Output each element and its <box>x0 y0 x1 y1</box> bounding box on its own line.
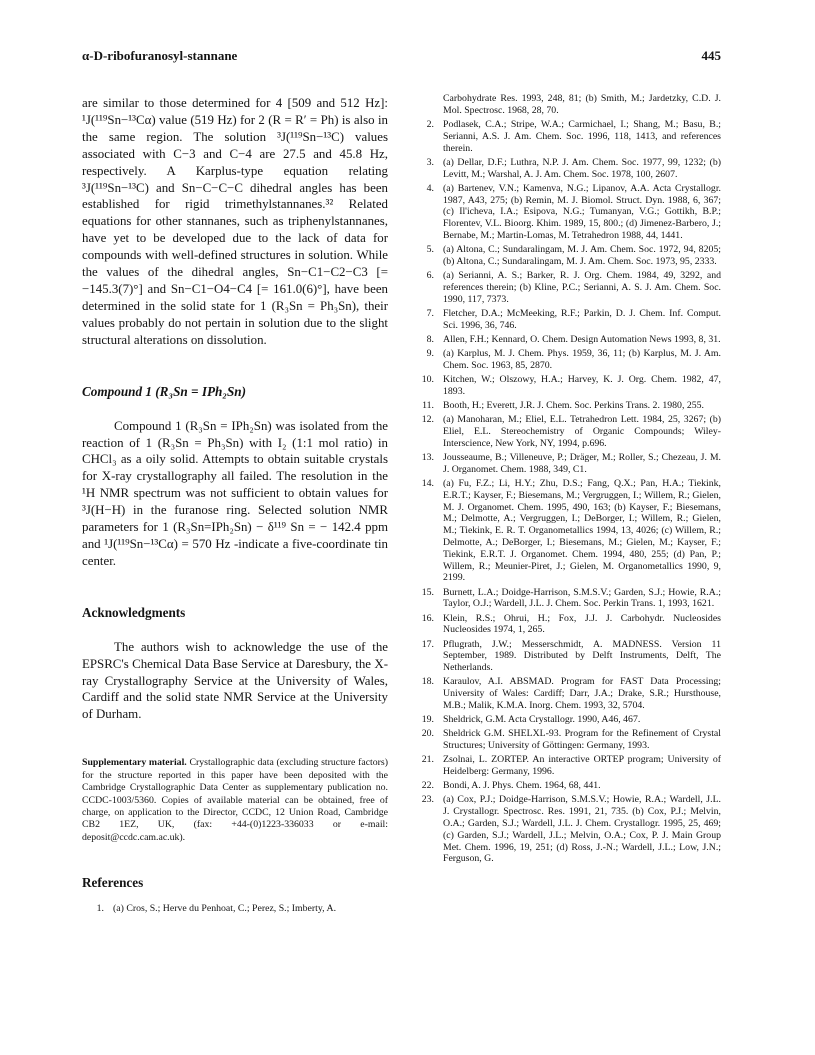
supplementary-material <box>82 757 388 844</box>
reference-text: Booth, H.; Everett, J.R. J. Chem. Soc. Perkins Trans. 2. 1980, 255. <box>443 400 704 412</box>
reference-number: 16. <box>421 612 434 624</box>
reference-text: (a) Bartenev, V.N.; Kamenva, N.G.; Lipanov, A.A. Acta Crystallogr. 1987, A43, 275; (b) Remin, M. J. Biomol. Struct. Dyn. 1988, 6, 367; (c) Il'icheva, I.A.; Esipova, N.G.; Tumanyan, V.G.; Gottikh, B.P.; Florentev, V.L. Bioorg. Khim. 1989, 15, 800.; (d) Jimenez-Barbero, J.; Bernabe, M.; Martin-Lomas, M. Tetrahedron 1988, 44, 1441. <box>443 182 721 241</box>
reference-item <box>412 676 721 711</box>
reference-text: Klein, R.S.; Ohrui, H.; Fox, J.J. J. Carbohydr. Nucleosides Nucleosides 1974, 1, 265. <box>443 612 721 636</box>
reference-number: 23. <box>421 794 434 806</box>
reference-item <box>412 780 721 792</box>
reference-item <box>412 613 721 637</box>
reference-text: (a) Cox, P.J.; Doidge-Harrison, S.M.S.V.; Howie, R.A.; Wardell, J.L. J. Crystallogr. Spectrosc. Res. 1991, 21, 735. (b) Cox, P.J.; Melvin, O.A.; Garden, S.J.; Wardell, J.L. J. Chem. Crystallogr. 1995, 25, 469; (c) Garden, S.J.; Wardell, J.L.; Melvin, O.A.; Cox, P. J. Main Group Met. Chem. 1996, 19, 251; (d) Ross, J.-N.; Wardell, J.L.; Low, J.N.; Ferguson, G. <box>443 794 721 865</box>
running-head: α-D-ribofuranosyl-stannane <box>82 48 238 63</box>
reference-number: 10. <box>421 374 434 386</box>
reference-continuation: Carbohydrate Res. 1993, 248, 81; (b) Smith, M.; Jardetzky, C.D. J. Mol. Spectrosc. 1968, 28, 70. <box>443 93 721 116</box>
reference-item <box>412 587 721 611</box>
reference-number: 14. <box>421 477 434 489</box>
supplementary-text: Crystallographic data (excluding structure factors) for the structure reported in this paper have been deposited with the Cambridge Crystallographic Data Center as supplementary publication no. CCDC-1003/5360. Copies of available material can be obtained, free of charge, on application to the Director, CCDC, 12 Union Road, Cambridge CB2 1EZ, UK, (fax: +44-(0)1223-336033 or e-mail: deposit@ccdc.cam.ac.uk). <box>82 757 388 843</box>
reference-item <box>412 728 721 752</box>
reference-number: 9. <box>426 348 434 360</box>
reference-item <box>412 183 721 242</box>
reference-item <box>82 903 388 915</box>
reference-item <box>412 452 721 476</box>
reference-number: 21. <box>421 754 434 766</box>
compound-section-heading: Compound 1 (R₃Sn = IPh₂Sn) <box>82 383 247 399</box>
reference-text: (a) Serianni, A. S.; Barker, R. J. Org. Chem. 1984, 49, 3292, and references therein; (b) Kline, P.C.; Serianni, A. S. J. Am. Chem. Soc. 1990, 117, 7373. <box>443 270 721 305</box>
page-header <box>82 48 721 68</box>
reference-number: 5. <box>426 244 434 256</box>
reference-item <box>412 157 721 181</box>
reference-item <box>412 714 721 726</box>
reference-item <box>412 348 721 372</box>
reference-item <box>412 119 721 154</box>
reference-text: Podlasek, C.A.; Stripe, W.A.; Carmichael, I.; Shang, M.; Basu, B.; Serianni, A.S. J. Am. Chem. Soc. 1996, 118, 1413, and references therein. <box>443 118 721 154</box>
acknowledgments-heading: Acknowledgments <box>82 604 186 620</box>
reference-text: (a) Altona, C.; Sundaralingam, M. J. Am. Chem. Soc. 1972, 94, 8205; (b) Altona, C.; Sundaralingam, M. J. Am. Chem. Soc. 1973, 95, 2333. <box>443 244 721 267</box>
acknowledgments-paragraph: The authors wish to acknowledge the use of the EPSRC's Chemical Data Base Service at Daresbury, the X-ray Crystallography Service at the University of Wales, Cardiff and the solid state NMR Service at the University of Durham. <box>82 639 388 722</box>
page-number: 445 <box>701 48 721 63</box>
left-column <box>82 95 388 917</box>
right-column <box>412 93 721 868</box>
reference-item <box>412 400 721 412</box>
reference-item <box>412 414 721 449</box>
reference-list <box>412 119 721 865</box>
reference-item <box>412 639 721 674</box>
reference-text: (a) Dellar, D.F.; Luthra, N.P. J. Am. Chem. Soc. 1977, 99, 1232; (b) Levitt, M.; Warshal, A. J. Am. Chem. Soc. 1978, 100, 2607. <box>443 156 721 180</box>
reference-number: 20. <box>421 728 434 740</box>
compound-paragraph: Compound 1 (R₃Sn = IPh₂Sn) was isolated from the reaction of 1 (R₃Sn = Ph₃Sn) with I₂ (1:1 mol ratio) in CHCl₃ as a oily solid. Attempts to obtain suitable crystals for X-ray crystallography all failed. The resolution in the ¹H NMR spectrum was not sufficient to obtain values for ³J(H−H) in the furanose ring. Selected solution NMR parameters for 1 (R₃Sn=IPh₂Sn) − δ¹¹⁹ Sn = − 142.4 ppm and ¹J(¹¹⁹Sn−¹³Cα) = 570 Hz -indicate a five-coordinate tin center. <box>82 418 388 568</box>
reference-item <box>412 374 721 398</box>
reference-text: Allen, F.H.; Kennard, O. Chem. Design Automation News 1993, 8, 31. <box>443 333 721 345</box>
reference-text: (a) Karplus, M. J. Chem. Phys. 1959, 36, 11; (b) Karplus, M. J. Am. Chem. Soc. 1963, 85, 2870. <box>443 348 721 371</box>
supplementary-label: Supplementary material. <box>82 757 187 769</box>
reference-text: (a) Cros, S.; Herve du Penhoat, C.; Perez, S.; Imberty, A. <box>113 903 337 915</box>
reference-number: 8. <box>426 333 434 345</box>
reference-text: Burnett, L.A.; Doidge-Harrison, S.M.S.V.; Garden, S.J.; Howie, R.A.; Taylor, O.J.; Wardell, J.L. J. Chem. Soc. Perkin Trans. 1, 1993, 1621. <box>443 586 721 610</box>
reference-number: 2. <box>426 118 434 130</box>
reference-text: Kitchen, W.; Olszowy, H.A.; Harvey, K. J. Org. Chem. 1982, 47, 1893. <box>443 374 721 397</box>
reference-item <box>412 478 721 584</box>
reference-text: Bondi, A. J. Phys. Chem. 1964, 68, 441. <box>443 780 601 792</box>
reference-number: 3. <box>426 156 434 168</box>
reference-text: Jousseaume, B.; Villeneuve, P.; Dräger, M.; Roller, S.; Chezeau, J. M. J. Organomet. Chem. 1988, 349, C1. <box>443 452 721 475</box>
reference-item <box>412 308 721 332</box>
reference-number: 19. <box>421 714 434 726</box>
reference-item <box>412 754 721 778</box>
reference-item <box>412 334 721 346</box>
reference-item <box>412 794 721 865</box>
references-heading: References <box>82 875 144 891</box>
reference-text: Fletcher, D.A.; McMeeking, R.F.; Parkin, D. J. Chem. Inf. Comput. Sci. 1996, 36, 746. <box>443 307 721 331</box>
body-paragraph: are similar to those determined for 4 [509 and 512 Hz]: ¹J(¹¹⁹Sn−¹³Cα) value (519 Hz) for 2 (R = R′ = Ph) is also in the same region. The solution ³J(¹¹⁹Sn−¹³C) values associated with C−3 and C−4 are 27.5 and 45.8 Hz, respectively. A Karplus-type equation relating ³J(¹¹⁹Sn−¹³C) and Sn−C−C−C dihedral angles has been established for rigid trimethylstannanes.³² Related equations for other stannanes, such as triphenylstannanes, have yet to be developed due to the lack of data for compounds with well-defined structures in solution. While the values of the dihedral angles, Sn−C1−C2−C3 [= −145.3(7)°] and Sn−C1−O4−C4 [= 161.0(6)°], have been determined in the solid state for 1 (R₃Sn = Ph₃Sn), their values probably do not pertain in solution due to the slight structural alterations on dissolution. <box>82 96 388 347</box>
reference-number: 4. <box>426 182 434 194</box>
reference-number: 12. <box>421 414 434 426</box>
reference-number: 11. <box>422 400 434 412</box>
reference-number: 18. <box>421 676 434 688</box>
reference-number: 1. <box>96 903 104 915</box>
reference-item <box>412 244 721 268</box>
reference-number: 7. <box>426 307 434 319</box>
reference-number: 15. <box>421 586 434 598</box>
reference-text: Sheldrick G.M. SHELXL-93. Program for the Refinement of Crystal Structures; University of Göttingen: Germany, 1993. <box>443 728 721 752</box>
reference-number: 6. <box>426 270 434 282</box>
reference-text: Sheldrick, G.M. Acta Crystallogr. 1990, A46, 467. <box>443 714 641 726</box>
reference-number: 22. <box>421 780 434 792</box>
reference-number: 17. <box>421 638 434 650</box>
reference-text: Zsolnai, L. ZORTEP. An interactive ORTEP program; University of Heidelberg: Germany, 1996. <box>443 754 721 778</box>
reference-item <box>412 270 721 305</box>
reference-text: Karaulov, A.I. ABSMAD. Program for FAST Data Processing; University of Wales: Cardiff; Darr, J.A.; Drake, S.R.; Hursthouse, M.B.; Malik, K.M.A. Inorg. Chem. 1993, 32, 5704. <box>443 676 721 711</box>
reference-text: (a) Manoharan, M.; Eliel, E.L. Tetrahedron Lett. 1984, 25, 3267; (b) Eliel, E.L. Stereochemistry of Organic Compounds; Wiley-Interscience, New York, NY, 1994, p.696. <box>443 414 721 449</box>
reference-number: 13. <box>421 452 434 463</box>
reference-text: (a) Fu, F.Z.; Li, H.Y.; Zhu, D.S.; Fang, Q.X.; Pan, H.A.; Tiekink, E.R.T.; Kayser, F.; Biesemans, M.; Vergruggen, I.; Willem, R.; Gielen, M. J. Organomet. Chem. 1995, 490, 163; (b) Kayser, F.; Biesemans, M.; Delmotte, A.; Vergruggen, I.; DeBorger, I.; Willem, R.; Gielen, M.; Tiekink, E. R. T. Organometallics 1994, 13, 4026; (c) Willem, R.; Delmotte, A.; DeBorger, I.; Biesemans, M.; Gielen, M.; Kayser, F.; Tiekink, E.R.T. J. Organomet. Chem. 1994, 480, 255; (d) Pan, P.; Willem, R.; Meunier-Piret, J.; Gielen, M. Organometallics 1990, 9, 2199. <box>443 477 721 584</box>
reference-text: Pflugrath, J.W.; Messerschmidt, A. MADNESS. Version 11 September, 1989. Distributed by Delft Instruments, Delft, The Netherlands. <box>443 638 721 674</box>
